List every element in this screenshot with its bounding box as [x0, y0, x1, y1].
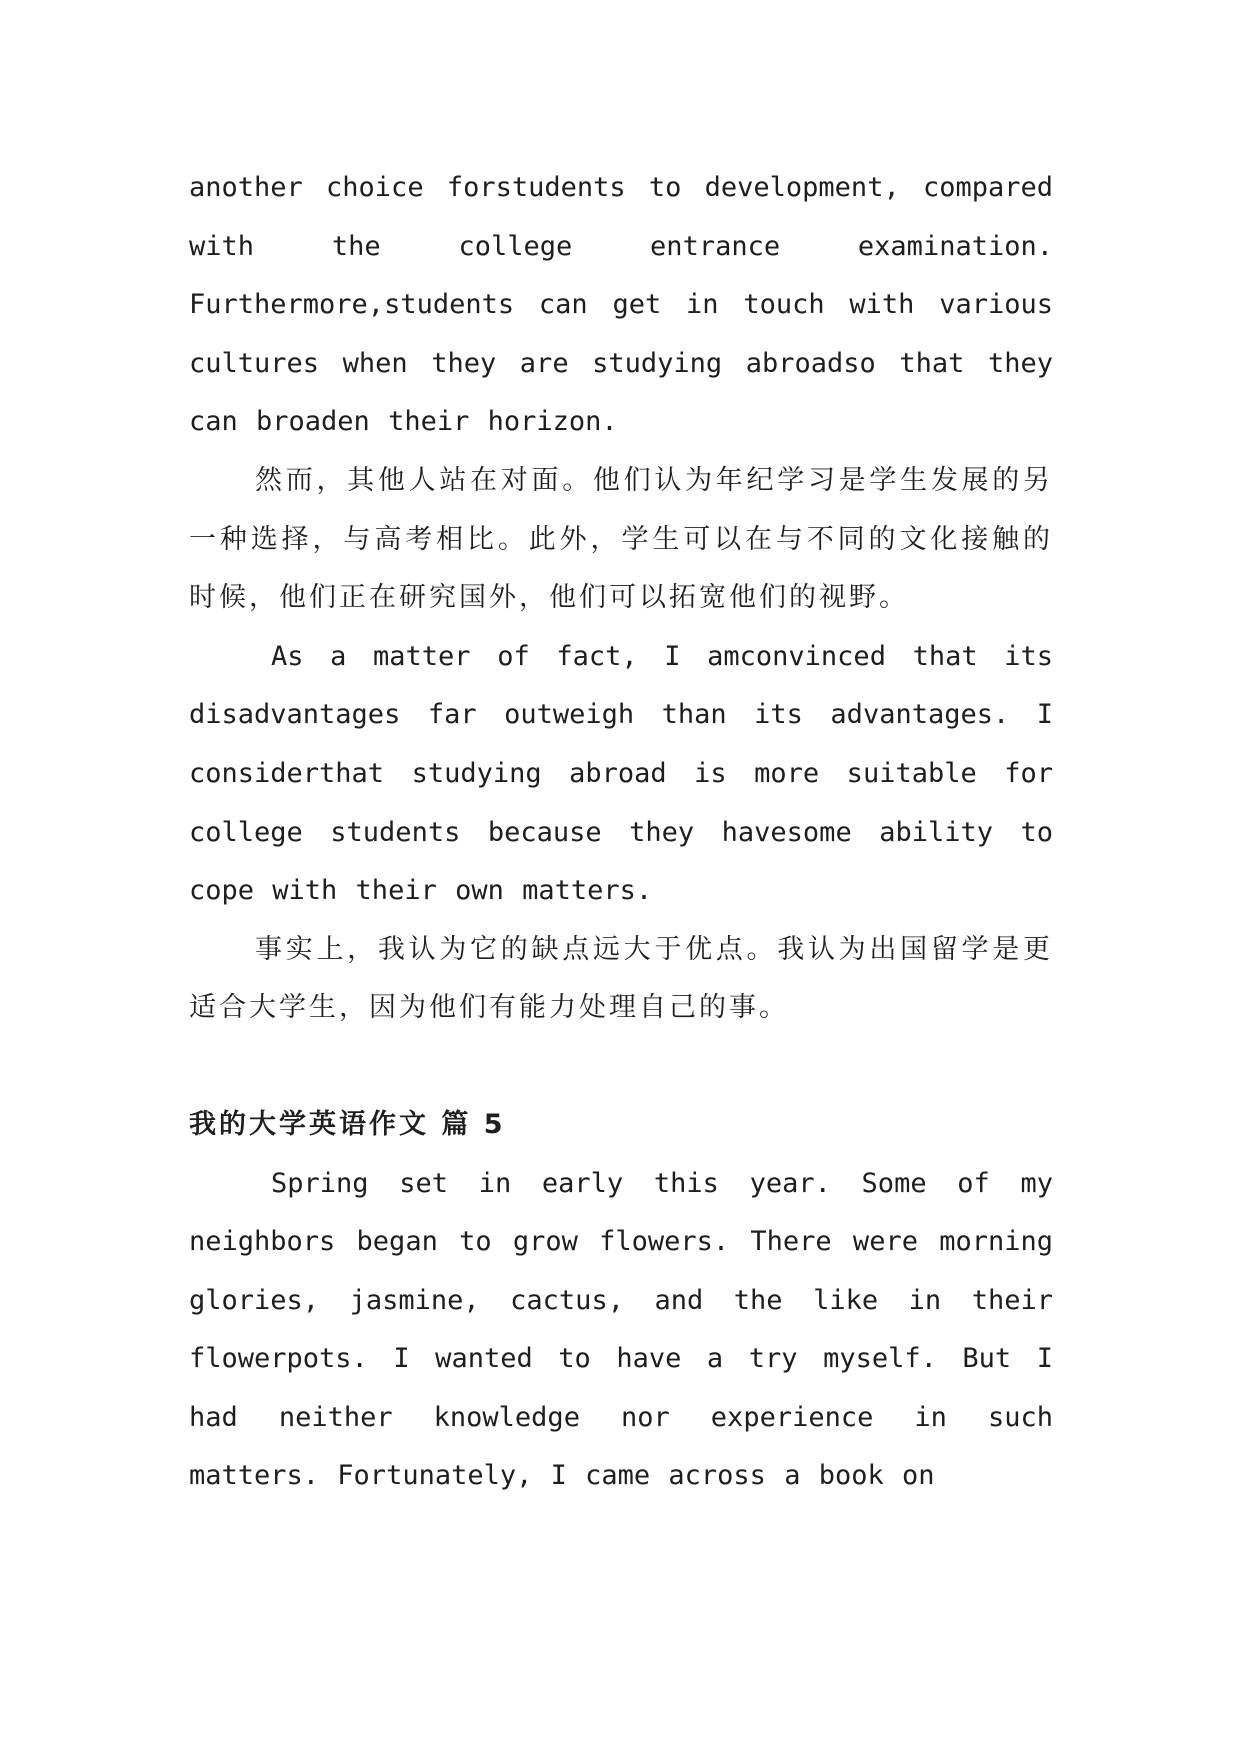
paragraph-english-3: Spring set in early this year. Some of my neighbors began to grow flowers. There were morning glories, jasmine, cactus, and the like in their flowerpots. I wanted to have a try myself. But I had neither knowledge nor experience in such matters. Fortunately, I came across a book on	[189, 1167, 1053, 1492]
paragraph-chinese-2: 事实上，我认为它的缺点远大于优点。我认为出国留学是更适合大学生，因为他们有能力处理自己的事。	[189, 933, 1053, 1024]
paragraph-english-1: another choice forstudents to development, compared with the college entrance examination. Furthermore,students can get in touch with various cultures when they are studying abroadso that they can broaden their horizon.	[189, 172, 1053, 438]
section-spacer	[189, 1038, 1053, 1096]
paragraph-chinese-1: 然而，其他人站在对面。他们认为年纪学习是学生发展的另一种选择，与高考相比。此外，学生可以在与不同的文化接触的时候，他们正在研究国外，他们可以拓宽他们的视野。	[189, 464, 1053, 614]
document-page	[189, 159, 1053, 1506]
section-heading: 我的大学英语作文 篇 5	[189, 1108, 506, 1140]
paragraph-english-2: As a matter of fact, I amconvinced that its disadvantages far outweigh than its advantages. I considerthat studying abroad is more suitable for college students because they havesome ability to cope with their own matters.	[189, 640, 1053, 907]
